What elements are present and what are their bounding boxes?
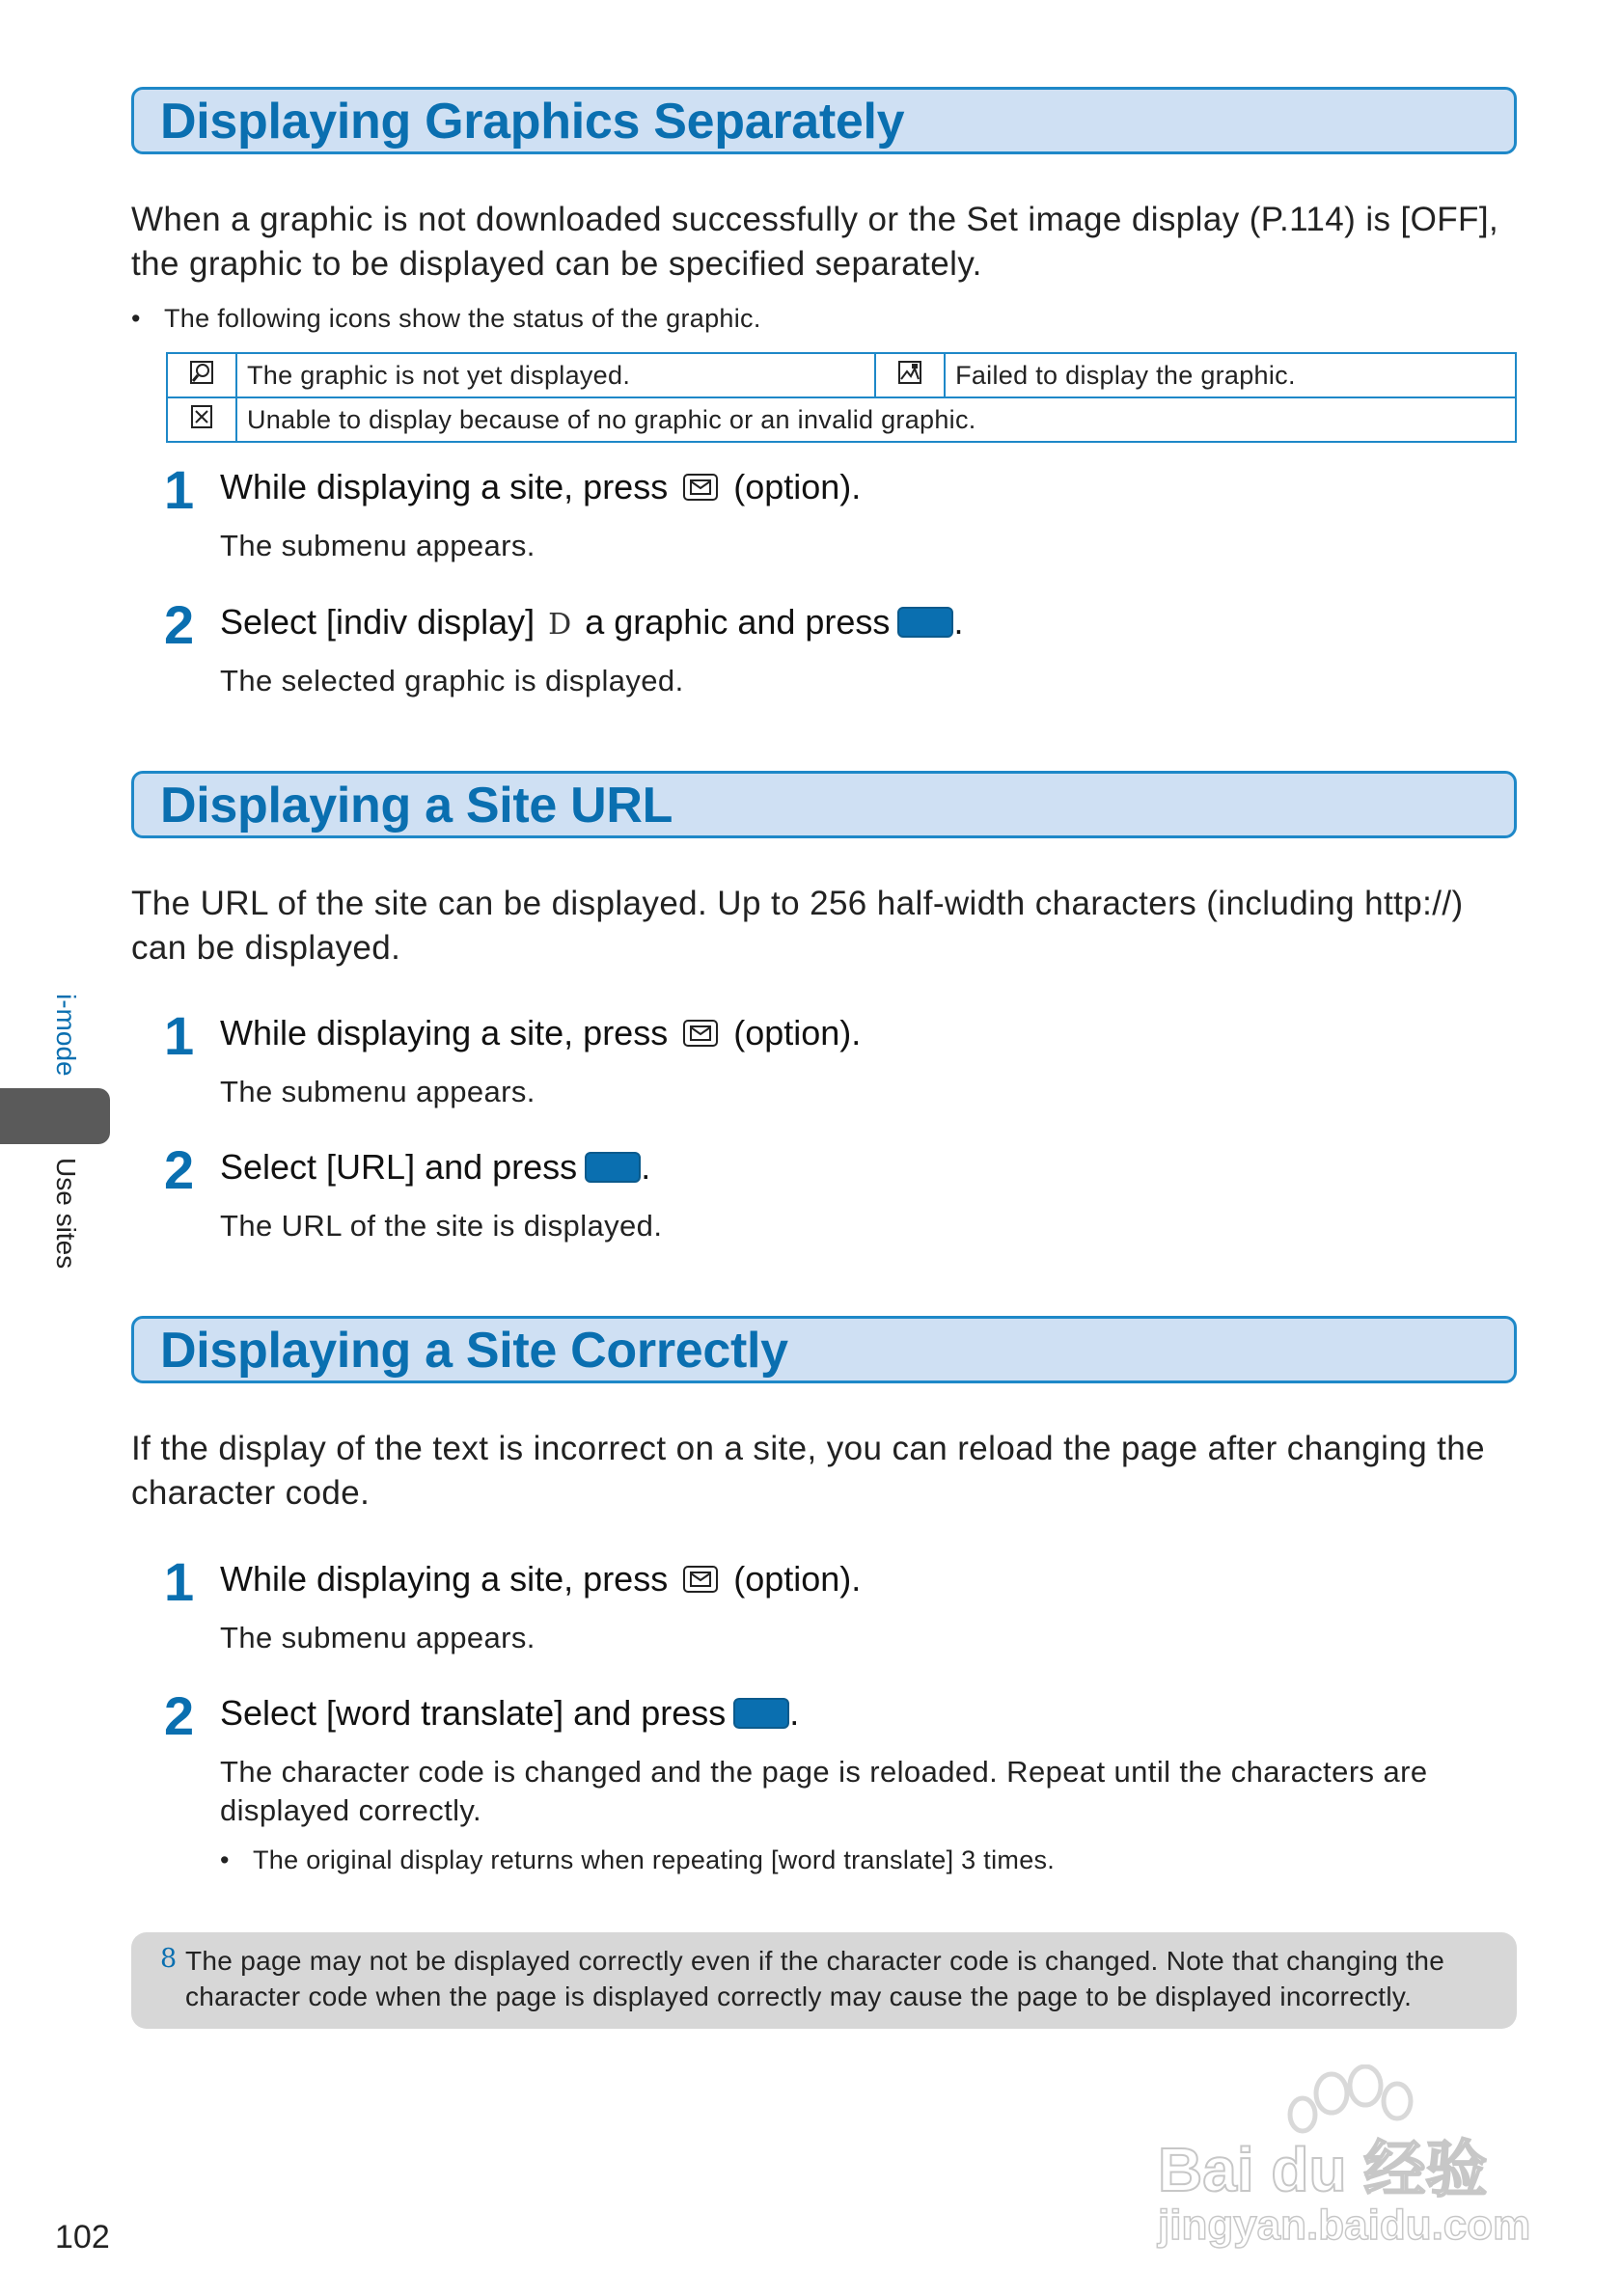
graphic-invalid-icon (167, 397, 236, 442)
step-result: The submenu appears. (220, 1621, 536, 1654)
step-instruction: Select [indiv display] D a graphic and press . (220, 602, 964, 642)
step-result: The selected graphic is displayed. (220, 664, 684, 697)
step-result: The submenu appears. (220, 529, 536, 562)
step-number: 1 (164, 1551, 195, 1612)
enter-key-icon (897, 607, 953, 638)
step-number: 2 (164, 1685, 195, 1746)
step-instruction: Select [word translate] and press . (220, 1693, 800, 1733)
watermark-url: jingyan.baidu.com (1158, 2201, 1531, 2249)
status-description: The graphic is not yet displayed. (236, 353, 875, 397)
step-number: 2 (164, 1139, 195, 1200)
graphic-failed-icon (875, 353, 945, 397)
section-heading: Displaying a Site Correctly (160, 1323, 788, 1379)
graphic-not-displayed-icon (167, 353, 236, 397)
step-number: 1 (164, 459, 195, 520)
side-chapter-label: Use sites (51, 1158, 81, 1270)
status-icon-table (166, 352, 1517, 443)
option-key-icon (683, 474, 718, 501)
note-text: The page may not be displayed correctly even if the character code is changed. Note that changing the character code when the page is displayed correctly may cause the page to be displayed incorrectly. (185, 1946, 1445, 2011)
enter-key-icon (733, 1698, 789, 1729)
section-title-site-url (131, 771, 1517, 838)
section-title-graphics (131, 87, 1517, 154)
status-description: Failed to display the graphic. (945, 353, 1516, 397)
step-instruction: Select [URL] and press . (220, 1147, 651, 1187)
arrow-d-glyph: D (548, 608, 572, 642)
step-number: 1 (164, 1005, 195, 1066)
enter-key-icon (585, 1152, 641, 1183)
step-instruction: While displaying a site, press (option). (220, 1559, 862, 1599)
side-index-tab (0, 1088, 110, 1144)
bullet-text: • The following icons show the status of the graphic. (164, 302, 761, 335)
page-number: 102 (55, 2219, 110, 2255)
section-heading: Displaying a Site URL (160, 778, 673, 834)
section-intro: If the display of the text is incorrect on a site, you can reload the page after changing the character code. (131, 1430, 1486, 1512)
section-heading: Displaying Graphics Separately (160, 94, 905, 150)
step-instruction: While displaying a site, press (option). (220, 467, 862, 506)
watermark-brand: Bai du 经验 (1158, 2135, 1488, 2204)
section-title-site-correctly (131, 1316, 1517, 1383)
side-category-label: i-mode (51, 994, 81, 1077)
bullet-text: • The original display returns when repeating [word translate] 3 times. (253, 1844, 1055, 1876)
option-key-icon (683, 1020, 718, 1047)
step-result: The URL of the site is displayed. (220, 1209, 663, 1243)
note-icon: 8 (160, 1944, 178, 1974)
step-number: 2 (164, 594, 195, 655)
option-key-icon (683, 1566, 718, 1593)
baidu-watermark (1148, 2064, 1534, 2257)
section-intro: The URL of the site can be displayed. Up to 256 half-width characters (including http://) can be displayed. (131, 885, 1464, 967)
step-result: The character code is changed and the page is reloaded. Repeat until the characters are displayed correctly. (220, 1755, 1428, 1827)
status-description: Unable to display because of no graphic or an invalid graphic. (236, 397, 1516, 442)
section-intro: When a graphic is not downloaded successfully or the Set image display (P.114) is [OFF], the graphic to be displayed can be specified separately. (131, 201, 1499, 283)
step-result: The submenu appears. (220, 1075, 536, 1108)
note-box (131, 1932, 1517, 2029)
step-instruction: While displaying a site, press (option). (220, 1013, 862, 1052)
